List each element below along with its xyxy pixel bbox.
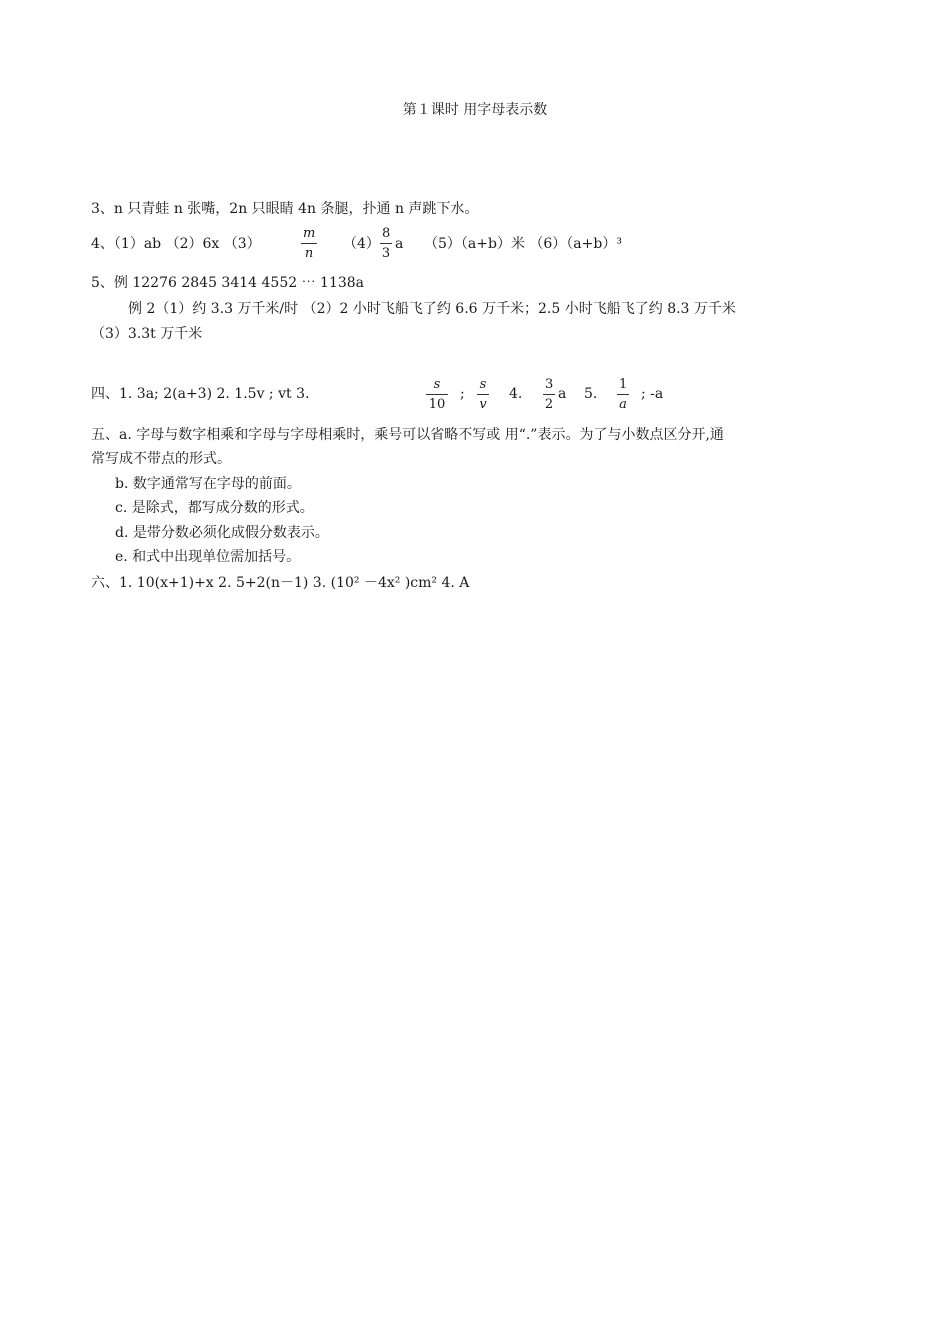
answer-5-line2: 例 2（1）约 3.3 万千米/时 （2）2 小时飞船飞了约 6.6 万千米；2.5 小时飞船飞了约 8.3 万千米	[128, 301, 736, 317]
answer-4-part4-label: （4）	[343, 236, 380, 252]
answer-four-tail: ; -a	[641, 386, 664, 402]
separator-semicolon: ;	[460, 386, 465, 402]
answer-four-item4: 4.	[509, 386, 523, 402]
answer-five-line1: 五、a. 字母与数字相乘和字母与字母相乘时，乘号可以省略不写或 用“.”表示。为了与小数点区分开,通	[91, 427, 724, 443]
fraction-numerator: s	[477, 378, 489, 395]
fraction-denominator: 3	[381, 246, 391, 261]
answer-four-prefix: 四、1. 3a; 2(a+3) 2. 1.5v ; vt 3.	[91, 386, 310, 402]
fraction-denominator: a	[619, 397, 627, 412]
fraction-numerator: m	[301, 227, 317, 244]
fraction-numerator: 1	[617, 378, 629, 395]
fraction-numerator: 8	[380, 227, 392, 244]
answer-five-line2: 常写成不带点的形式。	[91, 451, 231, 467]
answer-4-prefix: 4、（1）ab （2）6x （3）	[91, 236, 261, 252]
answer-four-a: a	[558, 386, 567, 402]
fraction-1-over-a	[617, 378, 629, 411]
fraction-m-over-n	[301, 227, 317, 260]
answer-four-item5: 5.	[584, 386, 598, 402]
answer-5-line1: 5、例 12276 2845 3414 4552 ⋯ 1138a	[91, 275, 365, 291]
answer-five-c: c. 是除式，都写成分数的形式。	[115, 500, 314, 516]
answer-five-b: b. 数字通常写在字母的前面。	[115, 476, 301, 492]
answer-4-a: a	[395, 236, 404, 252]
answer-five-e: e. 和式中出现单位需加括号。	[115, 549, 301, 565]
fraction-s-over-10	[426, 378, 448, 411]
answer-six: 六、1. 10(x+1)+x 2. 5+2(n－1) 3. (10² －4x² )cm² 4. A	[91, 575, 470, 591]
fraction-numerator: s	[426, 378, 448, 395]
fraction-8-over-3	[380, 227, 392, 260]
answer-5-line3: （3）3.3t 万千米	[91, 326, 203, 342]
answer-five-d: d. 是带分数必须化成假分数表示。	[115, 525, 329, 541]
fraction-s-over-v	[477, 378, 489, 411]
answer-3: 3、n 只青蛙 n 张嘴，2n 只眼睛 4n 条腿，扑通 n 声跳下水。	[91, 201, 479, 217]
fraction-denominator: v	[479, 397, 487, 412]
page-title: 第１课时 用字母表示数	[402, 102, 548, 118]
answer-4-rest: （5）（a+b）米 （6）（a+b）³	[424, 236, 622, 252]
fraction-denominator: 2	[544, 397, 554, 412]
fraction-3-over-2	[543, 378, 555, 411]
fraction-denominator: n	[304, 246, 314, 261]
fraction-denominator: 10	[428, 397, 446, 412]
fraction-numerator: 3	[543, 378, 555, 395]
